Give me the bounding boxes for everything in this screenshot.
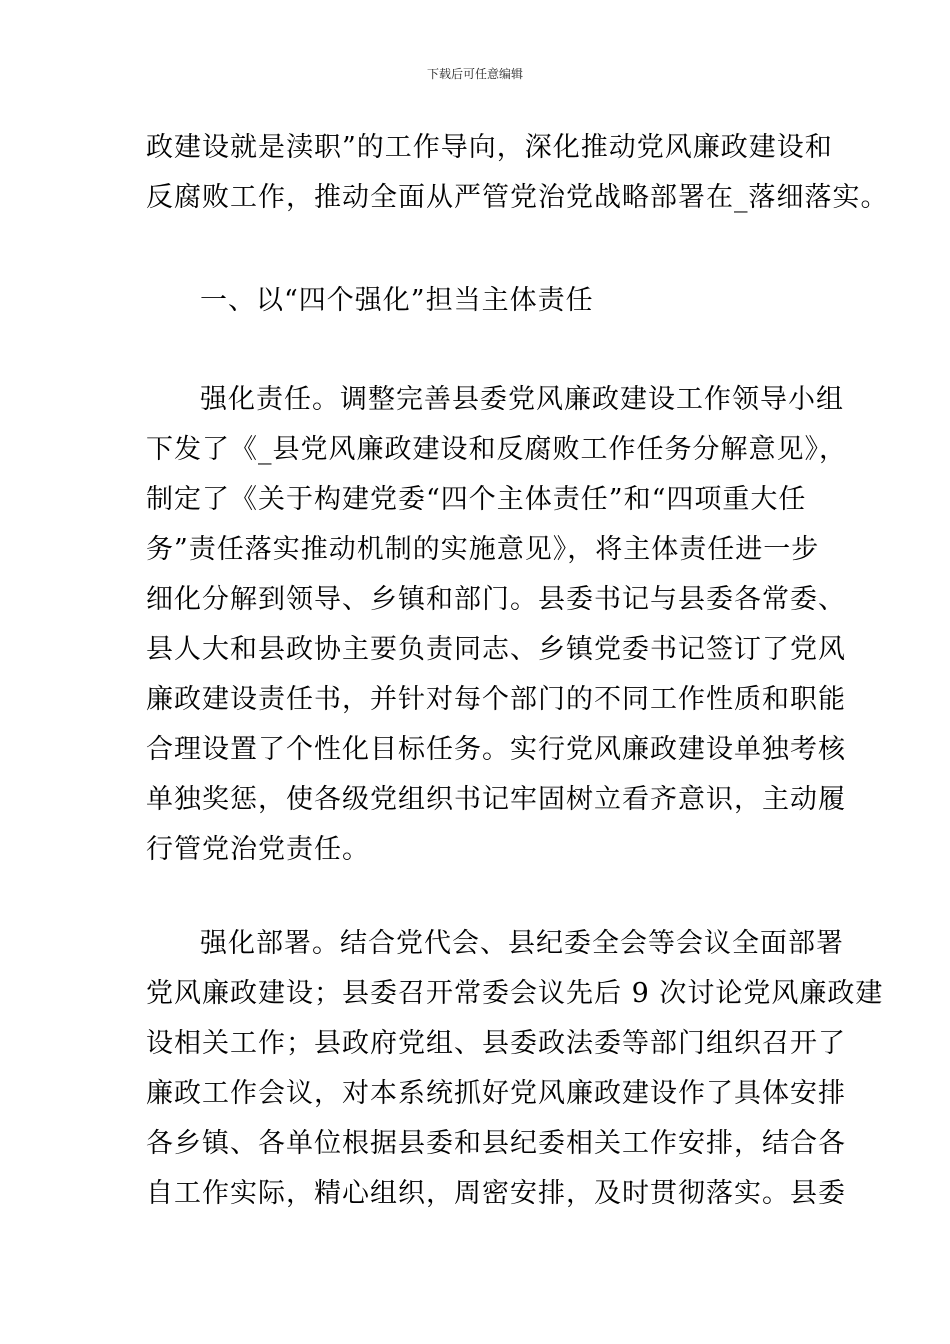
paragraph-line: 廉政建设责任书，并针对每个部门的不同工作性质和职能 (146, 684, 846, 715)
paragraph-deployment (146, 919, 884, 1219)
paragraph-line: 务”责任落实推动机制的实施意见》，将主体责任进一步 (146, 534, 820, 565)
paragraph-line: 党风廉政建设；县委召开常委会议先后 9 次讨论党风廉政建 (146, 978, 884, 1009)
paragraph-line: 政建设就是渎职”的工作导向，深化推动党风廉政建设和 (146, 132, 833, 163)
paragraph-line: 各乡镇、各单位根据县委和县纪委相关工作安排，结合各 (146, 1128, 846, 1159)
paragraph-line: 廉政工作会议，对本系统抓好党风廉政建设作了具体安排 (146, 1078, 846, 1109)
paragraph-line: 反腐败工作，推动全面从严管党治党战略部署在_落细落实。 (146, 182, 889, 213)
paragraph-line: 自工作实际，精心组织，周密安排，及时贯彻落实。县委 (146, 1178, 846, 1209)
paragraph-line: 强化部署。结合党代会、县纪委全会等会议全面部署 (200, 928, 844, 959)
paragraph-intro (146, 123, 889, 223)
section-heading: 一、以“四个强化”担当主体责任 (200, 285, 594, 316)
paragraph-line: 制定了《关于构建党委“四个主体责任”和“四项重大任 (146, 484, 807, 515)
page-header: 下载后可任意编辑 (426, 67, 523, 81)
paragraph-responsibility (146, 375, 847, 875)
paragraph-line: 强化责任。调整完善县委党风廉政建设工作领导小组 (200, 384, 844, 415)
paragraph-line: 下发了《_县党风廉政建设和反腐败工作任务分解意见》， (146, 434, 847, 465)
paragraph-line: 县人大和县政协主要负责同志、乡镇党委书记签订了党风 (146, 634, 846, 665)
paragraph-line: 行管党治党责任。 (146, 834, 370, 865)
paragraph-line: 设相关工作；县政府党组、县委政法委等部门组织召开了 (146, 1028, 846, 1059)
paragraph-line: 合理设置了个性化目标任务。实行党风廉政建设单独考核 (146, 734, 846, 765)
paragraph-line: 细化分解到领导、乡镇和部门。县委书记与县委各常委、 (146, 584, 846, 615)
paragraph-line: 单独奖惩，使各级党组织书记牢固树立看齐意识，主动履 (146, 784, 846, 815)
